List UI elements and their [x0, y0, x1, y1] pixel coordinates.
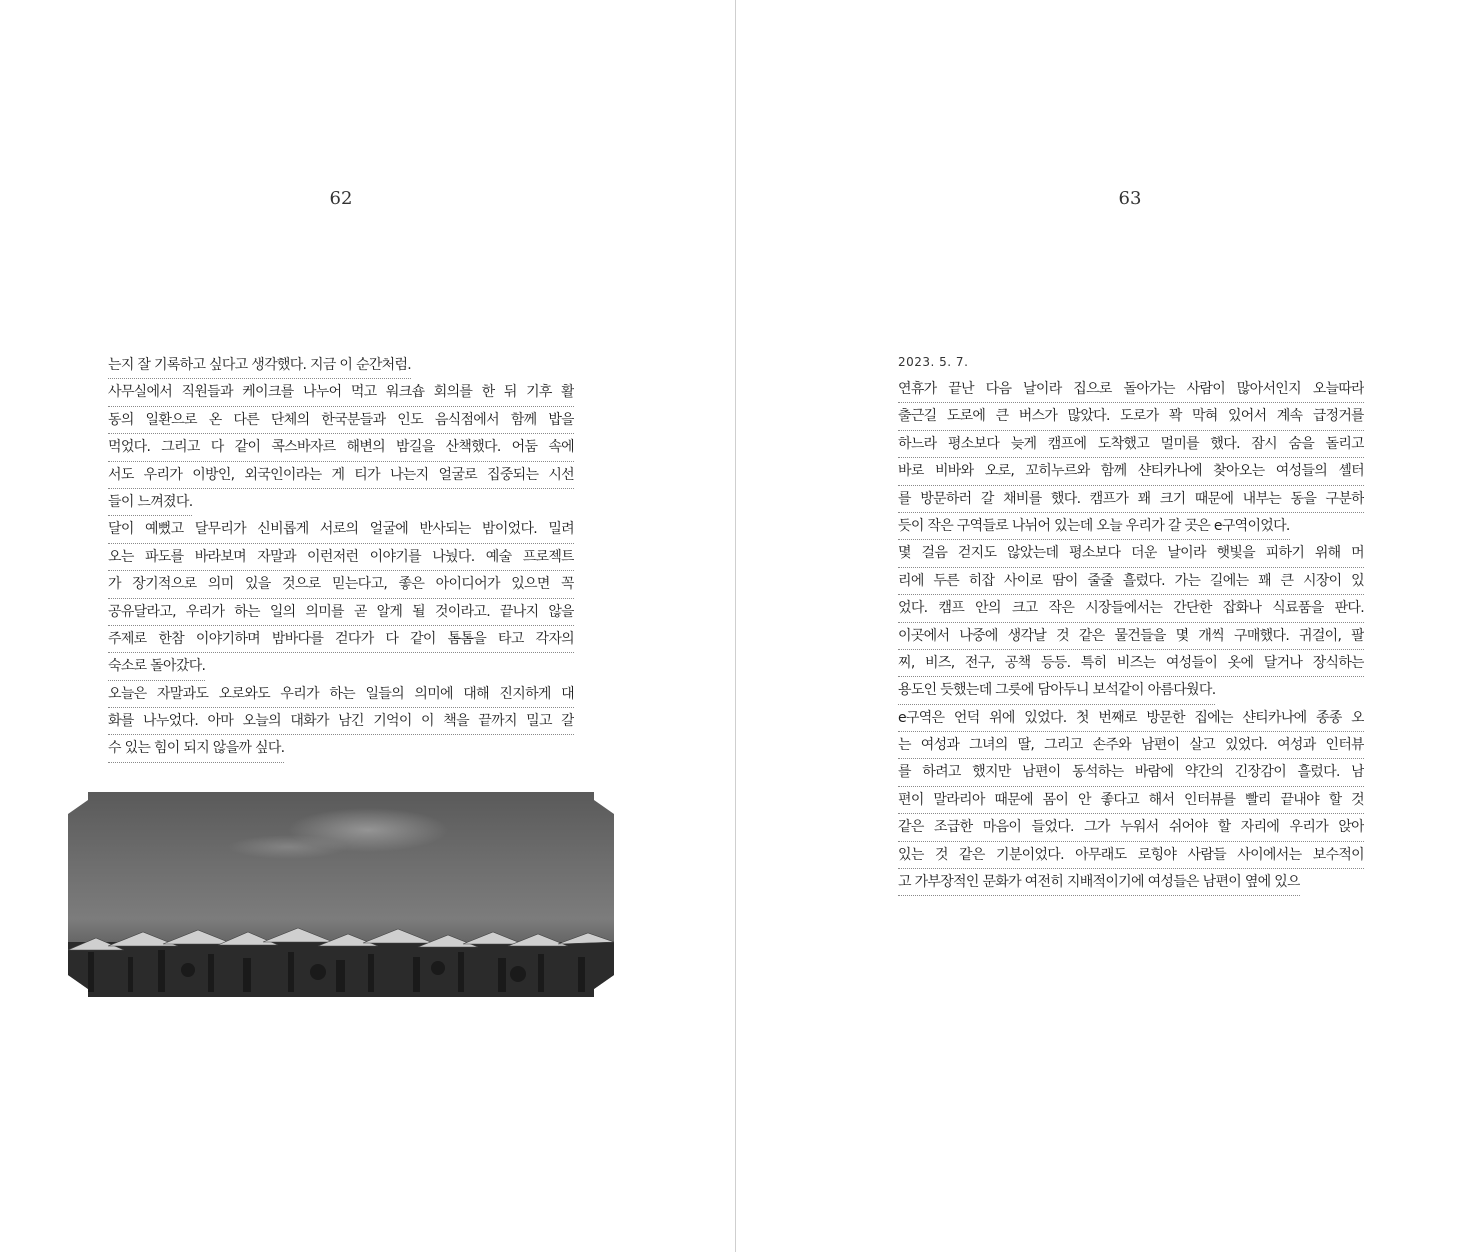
body-text — [108, 352, 574, 763]
beach-photo — [68, 792, 614, 997]
text-line: 공유달라고, 우리가 하는 일의 의미를 곧 알게 될 것이라고. 끝나지 않을 — [108, 599, 574, 626]
text-line: 서도 우리가 이방인, 외국인이라는 게 티가 나는지 얼굴로 집중되는 시선 — [108, 462, 574, 489]
text-line: 오는 파도를 바라보며 자말과 이런저런 이야기를 나눴다. 예술 프로젝트 — [108, 544, 574, 571]
text-line: 들이 느껴졌다. — [108, 489, 192, 516]
text-line: e구역은 언덕 위에 있었다. 첫 번째로 방문한 집에는 샨티카나에 종종 오 — [898, 705, 1364, 732]
text-line: 를 방문하러 갈 채비를 했다. 캠프가 꽤 크기 때문에 내부는 동을 구분하 — [898, 486, 1364, 513]
text-line: 먹었다. 그리고 다 같이 콕스바자르 해변의 밤길을 산책했다. 어둠 속에 — [108, 434, 574, 461]
text-line: 출근길 도로에 큰 버스가 많았다. 도로가 꽉 막혀 있어서 계속 급정거를 — [898, 403, 1364, 430]
right-page — [736, 0, 1474, 1252]
text-line: 찌, 비즈, 전구, 공책 등등. 특히 비즈는 여성들이 옷에 달거나 장식하는 — [898, 650, 1364, 677]
text-line: 고 가부장적인 문화가 여전히 지배적이기에 여성들은 남편이 옆에 있으 — [898, 869, 1300, 896]
text-line: 달이 예뻤고 달무리가 신비롭게 서로의 얼굴에 반사되는 밤이었다. 밀려 — [108, 516, 574, 543]
text-line: 수 있는 힘이 되지 않을까 싶다. — [108, 735, 284, 762]
paragraph — [108, 516, 574, 680]
text-line: 화를 나누었다. 아마 오늘의 대화가 남긴 기억이 이 책을 끝까지 밀고 갈 — [108, 708, 574, 735]
text-line: 오늘은 자말과도 오로와도 우리가 하는 일들의 의미에 대해 진지하게 대 — [108, 681, 574, 708]
paragraph — [108, 379, 574, 516]
text-line: 같은 조급한 마음이 들었다. 그가 누워서 쉬어야 할 자리에 우리가 앉아 — [898, 814, 1364, 841]
text-line: 있는 것 같은 기분이었다. 아무래도 로힝야 사람들 사이에서는 보수적이 — [898, 842, 1364, 869]
text-line: 는지 잘 기록하고 싶다고 생각했다. 지금 이 순간처럼. — [108, 352, 411, 379]
paragraph — [108, 352, 574, 379]
entry-date: 2023. 5. 7. — [898, 355, 969, 369]
body-text — [898, 352, 1364, 896]
paragraph — [108, 681, 574, 763]
text-line: 사무실에서 직원들과 케이크를 나누어 먹고 워크숍 회의를 한 뒤 기후 활 — [108, 379, 574, 406]
text-line: 하느라 평소보다 늦게 캠프에 도착했고 멀미를 했다. 잠시 숨을 돌리고 — [898, 431, 1364, 458]
page-number: 63 — [1118, 188, 1142, 209]
paragraph — [898, 540, 1364, 704]
text-line: 리에 두른 히잡 사이로 땀이 줄줄 흘렀다. 가는 길에는 꽤 큰 시장이 있 — [898, 568, 1364, 595]
text-line: 었다. 캠프 안의 크고 작은 시장들에서는 간단한 잡화나 식료품을 판다. — [898, 595, 1364, 622]
text-line: 를 하려고 했지만 남편이 동석하는 바람에 약간의 긴장감이 흘렀다. 남 — [898, 759, 1364, 786]
text-line: 가 장기적으로 의미 있을 것으로 믿는다고, 좋은 아이디어가 있으면 꼭 — [108, 571, 574, 598]
text-line: 동의 일환으로 온 다른 단체의 한국분들과 인도 음식점에서 함께 밥을 — [108, 407, 574, 434]
text-line: 연휴가 끝난 다음 날이라 집으로 돌아가는 사람이 많아서인지 오늘따라 — [898, 376, 1364, 403]
page-number: 62 — [329, 188, 353, 209]
text-line: 몇 걸음 걷지도 않았는데 평소보다 더운 날이라 햇빛을 피하기 위해 머 — [898, 540, 1364, 567]
left-page — [0, 0, 735, 1252]
text-line: 이곳에서 나중에 생각날 것 같은 물건들을 몇 개씩 구매했다. 귀걸이, 팔 — [898, 623, 1364, 650]
text-line: 듯이 작은 구역들로 나뉘어 있는데 오늘 우리가 갈 곳은 e구역이었다. — [898, 513, 1290, 540]
text-line: 편이 말라리아 때문에 몸이 안 좋다고 해서 인터뷰를 빨리 끝내야 할 것 — [898, 787, 1364, 814]
paragraph — [898, 705, 1364, 897]
text-line: 주제로 한참 이야기하며 밤바다를 걷다가 다 같이 톰톰을 타고 각자의 — [108, 626, 574, 653]
text-line: 바로 비바와 오로, 꼬히누르와 함께 샨티카나에 찾아오는 여성들의 셸터 — [898, 458, 1364, 485]
text-line: 는 여성과 그녀의 딸, 그리고 손주와 남편이 살고 있었다. 여성과 인터뷰 — [898, 732, 1364, 759]
paragraph — [898, 376, 1364, 540]
beach-photo-illustration — [68, 792, 614, 997]
text-line: 숙소로 돌아갔다. — [108, 653, 205, 680]
text-line: 용도인 듯했는데 그릇에 담아두니 보석같이 아름다웠다. — [898, 677, 1215, 704]
